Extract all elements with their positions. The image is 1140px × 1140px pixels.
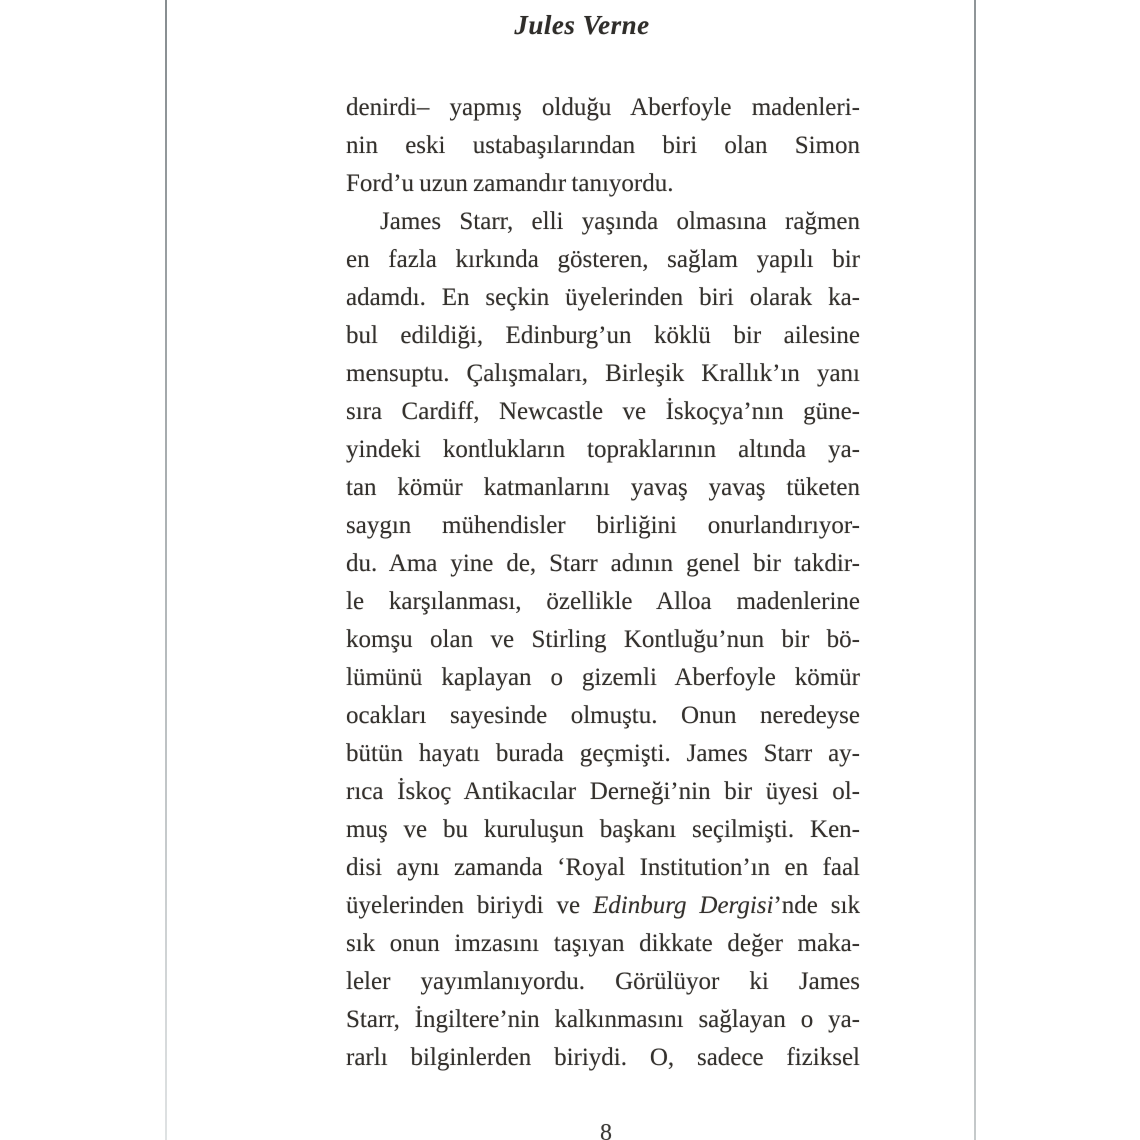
text-line: tan kömür katmanlarını yavaş yavaş tüketen	[346, 474, 860, 501]
text-line: Ford’u uzun zamandır tanıyordu.	[346, 170, 674, 197]
text-line: komşu olan ve Stirling Kontluğu’nun bir bö-	[346, 626, 860, 653]
page-number: 8	[600, 1120, 612, 1140]
text-line: du. Ama yine de, Starr adının genel bir takdir-	[346, 550, 860, 577]
text-line: lümünü kaplayan o gizemli Aberfoyle kömür	[346, 664, 860, 691]
text-line: bütün hayatı burada geçmişti. James Starr ay-	[346, 740, 860, 767]
text-line: rarlı bilginlerden biriydi. O, sadece fiziksel	[346, 1044, 860, 1071]
text-line: le karşılanması, özellikle Alloa madenlerine	[346, 588, 860, 615]
text-line: en fazla kırkında gösteren, sağlam yapılı bir	[346, 246, 860, 273]
text-line: yindeki kontlukların topraklarının altında ya-	[346, 436, 860, 463]
text-line: leler yayımlanıyordu. Görülüyor ki James	[346, 968, 860, 995]
page-edge-right-line	[974, 0, 976, 1140]
text-line: denirdi– yapmış olduğu Aberfoyle madenleri-	[346, 94, 860, 121]
text-line: sık onun imzasını taşıyan dikkate değer maka-	[346, 930, 860, 957]
text-line: nin eski ustabaşılarından biri olan Simon	[346, 132, 860, 159]
text-line: bul edildiği, Edinburg’un köklü bir ailesine	[346, 322, 860, 349]
text-line: rıca İskoç Antikacılar Derneği’nin bir üyesi ol-	[346, 778, 860, 805]
text-line: muş ve bu kuruluşun başkanı seçilmişti. Ken-	[346, 816, 860, 843]
page-edge-left-line	[165, 0, 167, 1140]
text-line: adamdı. En seçkin üyelerinden biri olarak ka-	[346, 284, 860, 311]
text-line: ocakları sayesinde olmuştu. Onun neredeyse	[346, 702, 860, 729]
running-header: Jules Verne	[514, 10, 650, 40]
body-text	[346, 89, 860, 1077]
text-line: disi aynı zamanda ‘Royal Institution’ın en faal	[346, 854, 860, 881]
text-line: James Starr, elli yaşında olmasına rağmen	[380, 208, 860, 235]
text-line: mensuptu. Çalışmaları, Birleşik Krallık’ın yanı	[346, 360, 860, 387]
text-line: saygın mühendisler birliğini onurlandırıyor-	[346, 512, 860, 539]
text-line: Starr, İngiltere’nin kalkınmasını sağlayan o ya-	[346, 1006, 860, 1033]
text-line: sıra Cardiff, Newcastle ve İskoçya’nın güne-	[346, 398, 860, 425]
text-line: üyelerinden biriydi ve Edinburg Dergisi’nde sık	[346, 892, 860, 919]
